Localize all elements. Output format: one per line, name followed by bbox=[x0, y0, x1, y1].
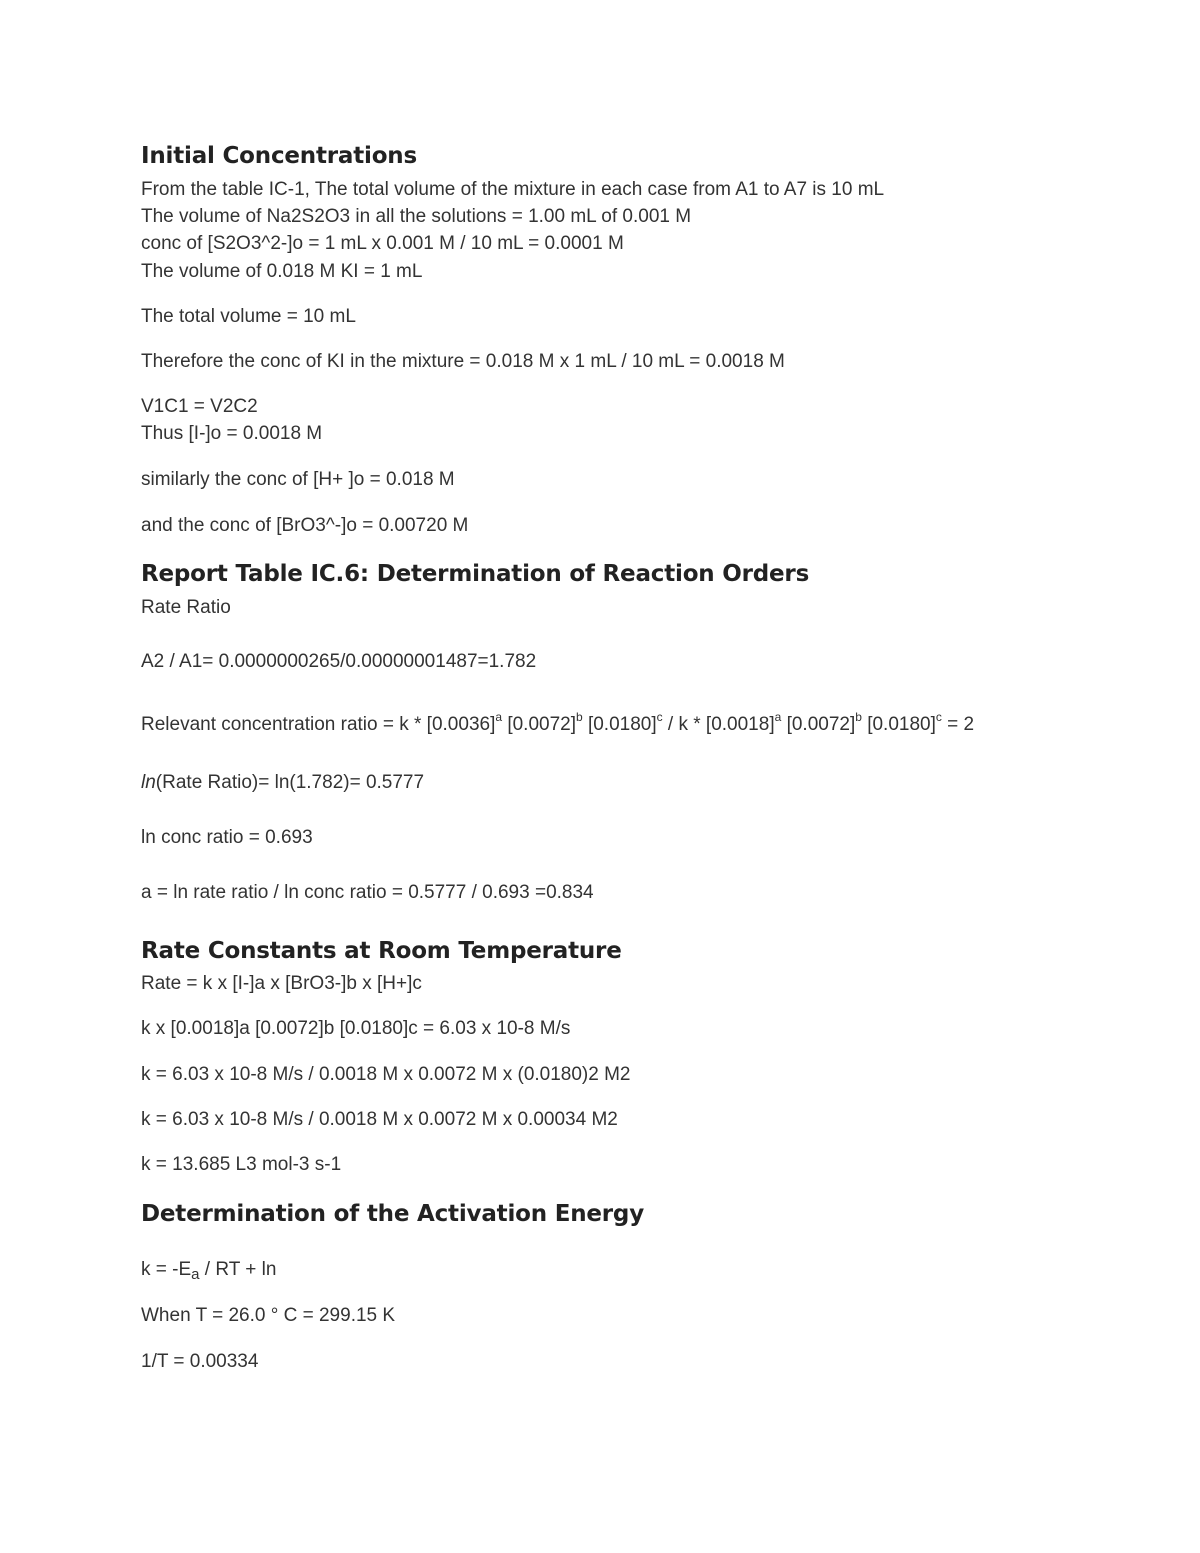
text-line: k = 13.685 L3 mol-3 s-1 bbox=[141, 1154, 342, 1175]
rel-exp: a bbox=[774, 710, 782, 724]
ln-rest: (Rate Ratio)= ln(1.782)= 0.5777 bbox=[155, 772, 425, 793]
rel-text: [0.0180] bbox=[861, 714, 936, 735]
text-line: k = 6.03 x 10-8 M/s / 0.0018 M x 0.0072 M x 0.00034 M2 bbox=[141, 1109, 618, 1130]
heading-activation-energy: Determination of the Activation Energy bbox=[141, 1201, 644, 1227]
rel-text: Relevant concentration ratio = k * [0.0036] bbox=[141, 714, 496, 735]
heading-reaction-orders: Report Table IC.6: Determination of Reaction Orders bbox=[141, 561, 810, 587]
rel-exp: c bbox=[656, 710, 663, 724]
a2-a1-line: A2 / A1= 0.0000000265/0.00000001487=1.782 bbox=[141, 651, 537, 672]
k-eq-text: / RT + ln bbox=[199, 1259, 277, 1280]
rate-ratio-label: Rate Ratio bbox=[141, 597, 231, 618]
rel-exp: a bbox=[495, 710, 503, 724]
text-line: k = 6.03 x 10-8 M/s / 0.0018 M x 0.0072 M x (0.0180)2 M2 bbox=[141, 1064, 631, 1085]
text-line: Therefore the conc of KI in the mixture = 0.018 M x 1 mL / 10 mL = 0.0018 M bbox=[141, 351, 785, 372]
rel-text: [0.0072] bbox=[781, 714, 856, 735]
text-line: similarly the conc of [H+ ]o = 0.018 M bbox=[141, 469, 455, 490]
text-line: conc of [S2O3^2-]o = 1 mL x 0.001 M / 10 mL = 0.0001 M bbox=[141, 233, 624, 254]
text-line: k x [0.0018]a [0.0072]b [0.0180]c = 6.03 x 10-8 M/s bbox=[141, 1018, 571, 1039]
rel-exp: b bbox=[855, 710, 862, 724]
rel-text: [0.0180] bbox=[582, 714, 657, 735]
ln-conc-ratio-line: ln conc ratio = 0.693 bbox=[141, 827, 313, 848]
rel-text: / k * [0.0018] bbox=[662, 714, 775, 735]
k-eq-sub: a bbox=[191, 1266, 200, 1283]
rel-text: = 2 bbox=[941, 714, 975, 735]
rel-exp: c bbox=[935, 710, 942, 724]
a-order-line: a = ln rate ratio / ln conc ratio = 0.5777 / 0.693 =0.834 bbox=[141, 882, 594, 903]
text-line: The volume of Na2S2O3 in all the solutions = 1.00 mL of 0.001 M bbox=[141, 206, 692, 227]
text-line: The total volume = 10 mL bbox=[141, 306, 356, 327]
text-line: V1C1 = V2C2 bbox=[141, 396, 258, 417]
rel-exp: b bbox=[576, 710, 583, 724]
ln-rate-ratio-line bbox=[141, 772, 424, 794]
text-line: When T = 26.0 ° C = 299.15 K bbox=[141, 1305, 396, 1326]
heading-rate-constants: Rate Constants at Room Temperature bbox=[141, 938, 622, 964]
k-eq-text: k = -E bbox=[141, 1259, 192, 1280]
text-line: and the conc of [BrO3^-]o = 0.00720 M bbox=[141, 515, 469, 536]
text-line: Thus [I-]o = 0.0018 M bbox=[141, 423, 323, 444]
heading-initial-concentrations: Initial Concentrations bbox=[141, 143, 417, 169]
text-line: From the table IC-1, The total volume of the mixture in each case from A1 to A7 is 10 mL bbox=[141, 179, 885, 200]
k-equation-line bbox=[141, 1259, 276, 1281]
text-line: The volume of 0.018 M KI = 1 mL bbox=[141, 261, 423, 282]
text-line: 1/T = 0.00334 bbox=[141, 1351, 259, 1372]
text-line: Rate = k x [I-]a x [BrO3-]b x [H+]c bbox=[141, 973, 422, 994]
ln-italic: ln bbox=[141, 772, 156, 793]
relevant-concentration-ratio bbox=[141, 710, 975, 736]
rel-text: [0.0072] bbox=[502, 714, 576, 735]
